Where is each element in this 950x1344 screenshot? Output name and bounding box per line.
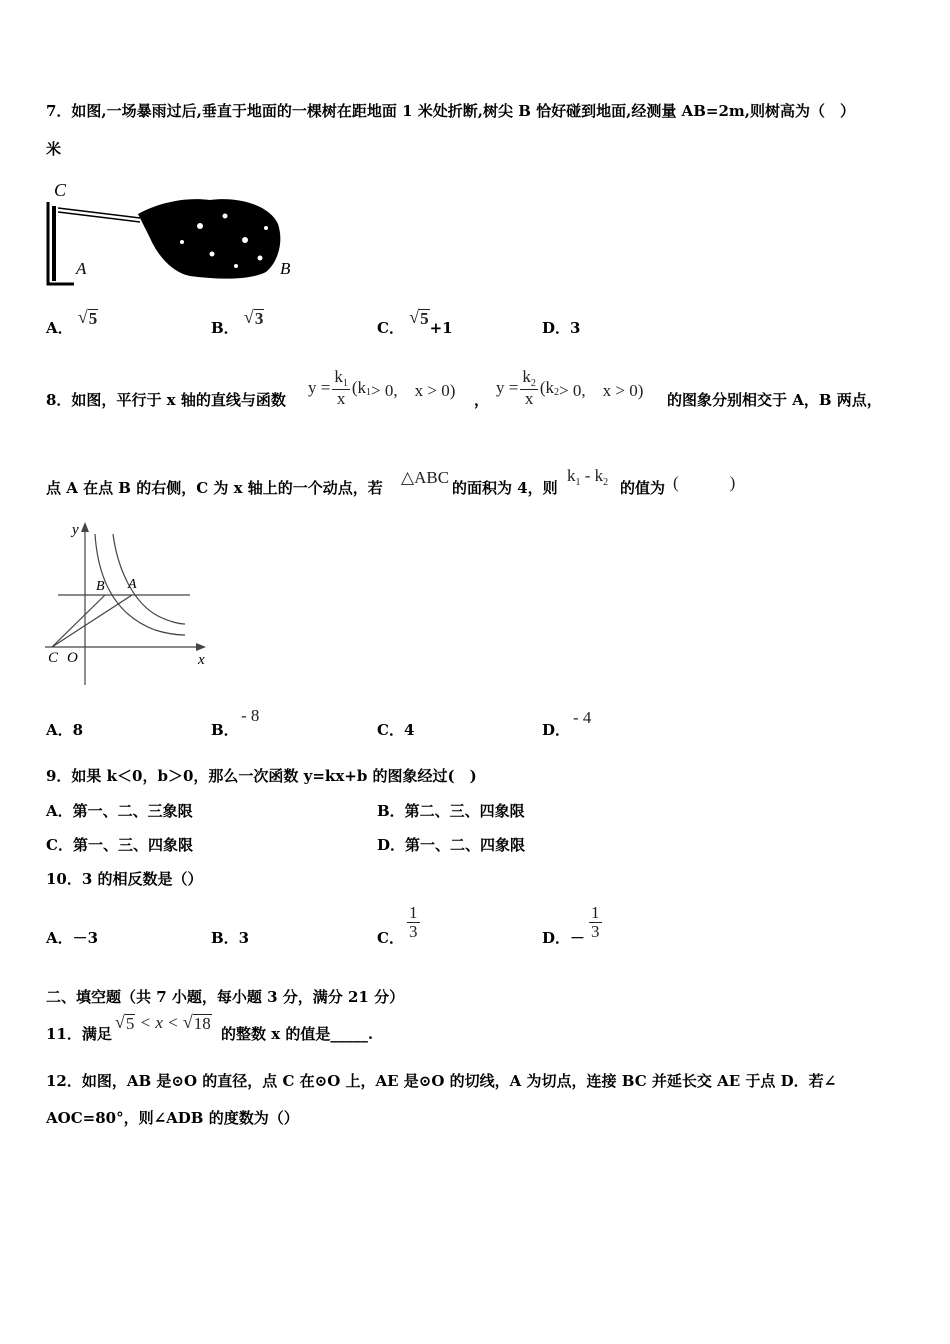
q10-option-c-label: C． bbox=[377, 929, 404, 947]
q7-stem-continued: 米 bbox=[46, 140, 62, 158]
q8-stem-line2: 点 A 在点 B 的右侧，C 为 x 轴上的一个动点，若 bbox=[46, 479, 383, 497]
q11-stem-suffix: 的整数 x 的值是_____. bbox=[221, 1025, 374, 1043]
q9-option-c: C．第一、三、四象限 bbox=[46, 836, 193, 854]
q10-stem: 10．3 的相反数是（） bbox=[46, 870, 203, 888]
q7-figure-tree bbox=[40, 176, 300, 288]
q7-label-b: B bbox=[280, 259, 291, 278]
q8-option-b-label: B． bbox=[211, 721, 239, 739]
q8-answer-paren: ( ) bbox=[673, 473, 736, 492]
q8-option-d-value: - 4 bbox=[573, 708, 592, 727]
q8-origin-label: O bbox=[67, 650, 78, 666]
q7-label-c: C bbox=[54, 180, 67, 200]
q10-option-a: A．－3 bbox=[46, 929, 99, 947]
q7-option-b: B． √ 3 bbox=[211, 307, 264, 337]
q8-comma: ， bbox=[474, 391, 490, 409]
q8-figure-graph bbox=[40, 520, 220, 690]
q8-k-expression: $k_1 - k_2$ bbox=[567, 466, 609, 488]
q7-stem: 7．如图,一场暴雨过后,垂直于地面的一棵树在距地面 1 米处折断,树尖 B 恰好碰到地面,经测量 AB=2m,则树高为（ ） bbox=[46, 102, 855, 120]
q11-inequality: √ 5 < x < √ 18 bbox=[115, 1012, 211, 1033]
q8-axis-y-label: y bbox=[72, 522, 79, 538]
q8-function-2: y = $\frac{k_2}{x}$ (k 2 > 0, x > 0) bbox=[496, 367, 644, 408]
q8-function-1: y = $\frac{k_1}{x}$ (k 1 > 0, x > 0) bbox=[308, 367, 456, 408]
q10-option-d-fraction: $\frac{1}{3}$ bbox=[591, 903, 600, 941]
q9-option-d: D．第一、二、四象限 bbox=[377, 836, 526, 854]
q10-option-b: B．3 bbox=[211, 929, 250, 947]
q11-stem-prefix: 11．满足 bbox=[46, 1025, 112, 1043]
q10-option-d-label: D．－ bbox=[542, 929, 586, 947]
q7-option-a: A． √ 5 bbox=[46, 307, 98, 337]
q8-point-b-label: B bbox=[96, 579, 105, 594]
q9-option-b: B．第二、三、四象限 bbox=[377, 802, 525, 820]
q8-point-a-label: A bbox=[128, 577, 137, 592]
q9-stem: 9．如果 k＜0，b＞0，那么一次函数 y=kx+b 的图象经过( ) bbox=[46, 767, 477, 785]
q9-option-a: A．第一、二、三象限 bbox=[46, 802, 193, 820]
q7-option-d: D．3 bbox=[542, 319, 581, 337]
q12-stem-line2: AOC=80°，则∠ADB 的度数为（） bbox=[46, 1109, 299, 1127]
q12-stem-line1: 12．如图，AB 是⊙O 的直径，点 C 在⊙O 上，AE 是⊙O 的切线，A 为切点，连接 BC 并延长交 AE 于点 D．若∠ bbox=[46, 1072, 837, 1090]
q10-option-c-fraction: $\frac{1}{3}$ bbox=[409, 903, 418, 941]
q8-point-c-label: C bbox=[48, 650, 59, 666]
q8-option-d-label: D． bbox=[542, 721, 571, 739]
q8-option-a: A．8 bbox=[46, 721, 84, 739]
q8-stem-suffix: 的图象分别相交于 A，B 两点， bbox=[667, 391, 882, 409]
q8-option-c: C．4 bbox=[377, 721, 415, 739]
q8-stem-prefix: 8．如图，平行于 x 轴的直线与函数 bbox=[46, 391, 286, 409]
q8-axis-x-label: x bbox=[198, 652, 205, 668]
q8-stem-area: 的面积为 4，则 bbox=[452, 479, 558, 497]
q7-option-c: C． √ 5 +1 bbox=[377, 307, 453, 337]
q8-option-b-value: - 8 bbox=[241, 706, 260, 725]
q8-stem-value: 的值为 bbox=[620, 479, 666, 497]
q7-label-a: A bbox=[76, 259, 87, 278]
q8-triangle-abc: △ABC bbox=[401, 468, 450, 487]
section-2-heading: 二、填空题（共 7 小题，每小题 3 分，满分 21 分） bbox=[46, 988, 405, 1006]
